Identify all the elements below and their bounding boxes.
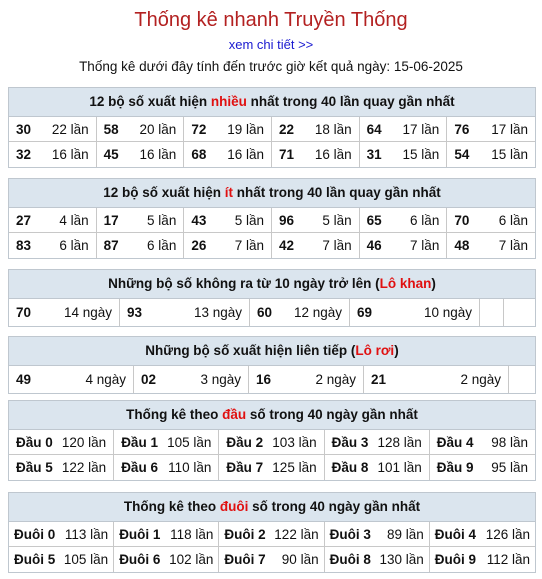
stat-key: Đuôi 5	[14, 552, 56, 567]
stat-key: 72	[191, 122, 207, 137]
stat-cell	[325, 430, 430, 455]
stat-cell	[430, 547, 535, 572]
stat-value: 130 lần	[379, 552, 424, 567]
stat-key: Đuôi 6	[119, 552, 161, 567]
stat-value: 120 lần	[61, 435, 107, 450]
view-details-link[interactable]: xem chi tiết >>	[228, 37, 314, 52]
stat-cell	[9, 233, 97, 258]
stat-cell	[447, 208, 535, 233]
stat-cell	[184, 233, 272, 258]
stat-cell	[97, 142, 185, 167]
stat-cell	[219, 547, 324, 572]
duoi-stats-panel	[8, 492, 536, 573]
stat-cell	[430, 522, 535, 547]
stat-key: Đầu 1	[121, 435, 158, 450]
stats-grid	[9, 430, 535, 480]
stat-value: 125 lần	[272, 460, 317, 475]
panel-heading: Những bộ số không ra từ 10 ngày trở lên (Lô khan)	[9, 270, 535, 299]
stat-key: 21	[371, 372, 387, 387]
page-subtitle: Thống kê dưới đây tính đến trước giờ kết quả ngày: 15-06-2025	[79, 59, 463, 74]
stat-value: 6 lần	[147, 238, 177, 253]
stat-cell	[9, 142, 97, 167]
stat-value: 15 lần	[491, 147, 528, 162]
stat-cell	[430, 430, 535, 455]
stat-value: 98 lần	[491, 435, 528, 450]
stat-key: 22	[278, 122, 295, 137]
stat-cell	[360, 208, 448, 233]
stat-key: Đầu 8	[331, 460, 369, 475]
stat-key: 54	[454, 147, 470, 162]
stat-value: 7 lần	[410, 238, 440, 253]
stat-value: 4 ngày	[85, 372, 126, 387]
panel-heading: Thống kê theo đuôi số trong 40 ngày gần nhất	[9, 493, 535, 522]
stat-cell	[9, 522, 114, 547]
stat-cell	[184, 142, 272, 167]
stats-grid	[9, 299, 535, 326]
stat-value: 7 lần	[498, 238, 528, 253]
stat-key: 17	[103, 213, 119, 228]
stat-value: 12 ngày	[293, 305, 342, 320]
stat-value: 16 lần	[139, 147, 177, 162]
stat-value: 16 lần	[314, 147, 352, 162]
stat-value: 3 ngày	[200, 372, 241, 387]
panel-heading: 12 bộ số xuất hiện ít nhất trong 40 lần quay gần nhất	[9, 179, 535, 208]
stat-value: 110 lần	[168, 460, 212, 475]
stat-key: 30	[16, 122, 32, 137]
stat-value: 2 ngày	[460, 372, 501, 387]
stat-value: 113 lần	[64, 527, 109, 542]
stat-cell	[114, 455, 219, 480]
stat-cell	[120, 299, 250, 326]
stat-value: 89 lần	[387, 527, 424, 542]
stat-value: 112 lần	[486, 552, 530, 567]
stat-key: 69	[357, 305, 373, 320]
stat-cell	[9, 366, 134, 393]
dau-stats-panel	[8, 400, 536, 481]
stat-key: Đuôi 7	[224, 552, 266, 567]
stat-cell	[97, 233, 185, 258]
stat-key: 16	[256, 372, 272, 387]
stat-key: 43	[191, 213, 207, 228]
empty-cell	[480, 299, 504, 326]
stat-cell	[9, 430, 114, 455]
stat-cell	[114, 430, 219, 455]
stat-cell	[219, 430, 324, 455]
stat-value: 5 lần	[322, 213, 352, 228]
stat-value: 118 lần	[170, 527, 214, 542]
stat-value: 20 lần	[139, 122, 177, 137]
stat-value: 6 lần	[59, 238, 89, 253]
stat-key: 68	[191, 147, 207, 162]
stat-cell	[114, 547, 219, 572]
stat-cell	[9, 547, 114, 572]
stats-grid	[9, 366, 535, 393]
panel-heading: Thống kê theo đầu số trong 40 ngày gần nhất	[9, 401, 535, 430]
stat-cell	[272, 208, 360, 233]
stat-key: 96	[278, 213, 295, 228]
stat-key: 48	[454, 238, 470, 253]
stat-key: Đầu 2	[226, 435, 264, 450]
stat-cell	[447, 142, 535, 167]
least-frequent-panel	[8, 178, 536, 259]
stat-key: 87	[103, 238, 119, 253]
stat-value: 15 lần	[402, 147, 440, 162]
stat-key: Đuôi 2	[224, 527, 266, 542]
empty-cell	[504, 299, 535, 326]
stat-value: 128 lần	[377, 435, 422, 450]
page-title: Thống kê nhanh Truyền Thống	[134, 9, 408, 31]
stat-key: Đuôi 3	[329, 527, 371, 542]
stat-value: 101 lần	[377, 460, 422, 475]
stat-value: 17 lần	[402, 122, 440, 137]
stat-cell	[114, 522, 219, 547]
stat-key: Đuôi 4	[434, 527, 477, 542]
stat-value: 5 lần	[234, 213, 264, 228]
stat-key: 70	[16, 305, 32, 320]
stat-value: 2 ngày	[315, 372, 356, 387]
stat-key: 46	[366, 238, 382, 253]
stat-key: Đầu 3	[331, 435, 369, 450]
stat-value: 5 lần	[147, 213, 177, 228]
stat-value: 6 lần	[498, 213, 528, 228]
lo-khan-panel	[8, 269, 536, 327]
stat-value: 95 lần	[491, 460, 528, 475]
stat-key: 60	[257, 305, 273, 320]
stat-cell	[360, 233, 448, 258]
stat-key: 65	[366, 213, 382, 228]
stat-value: 7 lần	[322, 238, 352, 253]
lo-roi-panel	[8, 336, 536, 394]
stat-cell	[97, 117, 185, 142]
stat-value: 102 lần	[169, 552, 214, 567]
stat-key: 93	[127, 305, 143, 320]
stat-key: Đầu 0	[16, 435, 53, 450]
stat-key: Đuôi 0	[14, 527, 56, 542]
stat-key: 58	[103, 122, 119, 137]
stat-key: 42	[278, 238, 295, 253]
stat-cell	[325, 547, 430, 572]
stat-key: 64	[366, 122, 382, 137]
stat-key: Đuôi 8	[329, 552, 371, 567]
stat-cell	[364, 366, 509, 393]
stat-value: 13 ngày	[193, 305, 242, 320]
stat-cell	[9, 117, 97, 142]
stat-cell	[184, 208, 272, 233]
stat-value: 103 lần	[272, 435, 317, 450]
stats-grid	[9, 117, 535, 167]
stat-value: 122 lần	[61, 460, 107, 475]
stat-key: 45	[103, 147, 119, 162]
stat-key: Đầu 4	[436, 435, 474, 450]
stat-key: 31	[366, 147, 382, 162]
stat-key: Đầu 7	[226, 460, 264, 475]
stat-value: 14 ngày	[63, 305, 112, 320]
stat-cell	[219, 455, 324, 480]
stat-cell	[184, 117, 272, 142]
stat-value: 105 lần	[167, 435, 212, 450]
stat-cell	[9, 299, 120, 326]
stat-key: 71	[278, 147, 295, 162]
most-frequent-panel	[8, 87, 536, 168]
empty-cell	[509, 366, 535, 393]
stat-value: 105 lần	[63, 552, 109, 567]
stat-cell	[350, 299, 480, 326]
stat-value: 16 lần	[227, 147, 264, 162]
stat-value: 18 lần	[314, 122, 352, 137]
stat-value: 17 lần	[491, 122, 528, 137]
stat-cell	[97, 208, 185, 233]
stat-cell	[134, 366, 249, 393]
stat-value: 16 lần	[51, 147, 89, 162]
stat-key: 32	[16, 147, 32, 162]
stat-key: 76	[454, 122, 470, 137]
stat-value: 22 lần	[51, 122, 89, 137]
stat-cell	[272, 142, 360, 167]
stat-value: 4 lần	[59, 213, 89, 228]
stat-cell	[219, 522, 324, 547]
stat-key: Đuôi 1	[119, 527, 161, 542]
stat-key: Đầu 5	[16, 460, 53, 475]
stat-value: 6 lần	[410, 213, 440, 228]
stat-cell	[430, 455, 535, 480]
stat-cell	[9, 208, 97, 233]
stat-key: 70	[454, 213, 470, 228]
stat-cell	[325, 522, 430, 547]
stat-value: 7 lần	[234, 238, 264, 253]
stat-key: 49	[16, 372, 32, 387]
stat-key: 02	[141, 372, 157, 387]
stat-value: 90 lần	[281, 552, 319, 567]
stat-value: 19 lần	[227, 122, 264, 137]
panel-heading: 12 bộ số xuất hiện nhiều nhất trong 40 lần quay gần nhất	[9, 88, 535, 117]
stat-cell	[249, 366, 364, 393]
stat-value: 126 lần	[485, 527, 530, 542]
stat-cell	[447, 117, 535, 142]
stat-key: 26	[191, 238, 207, 253]
stat-cell	[272, 233, 360, 258]
stat-cell	[360, 117, 448, 142]
stat-cell	[272, 117, 360, 142]
stat-value: 10 ngày	[423, 305, 472, 320]
stat-cell	[250, 299, 350, 326]
panel-heading: Những bộ số xuất hiện liên tiếp (Lô rơi)	[9, 337, 535, 366]
stat-key: Đuôi 9	[434, 552, 477, 567]
stat-key: 83	[16, 238, 32, 253]
stats-grid	[9, 522, 535, 572]
stat-cell	[447, 233, 535, 258]
stat-value: 122 lần	[274, 527, 319, 542]
stat-key: Đầu 6	[121, 460, 158, 475]
stat-cell	[9, 455, 114, 480]
stat-cell	[325, 455, 430, 480]
stats-grid	[9, 208, 535, 258]
stat-cell	[360, 142, 448, 167]
stat-key: Đầu 9	[436, 460, 474, 475]
stat-key: 27	[16, 213, 32, 228]
